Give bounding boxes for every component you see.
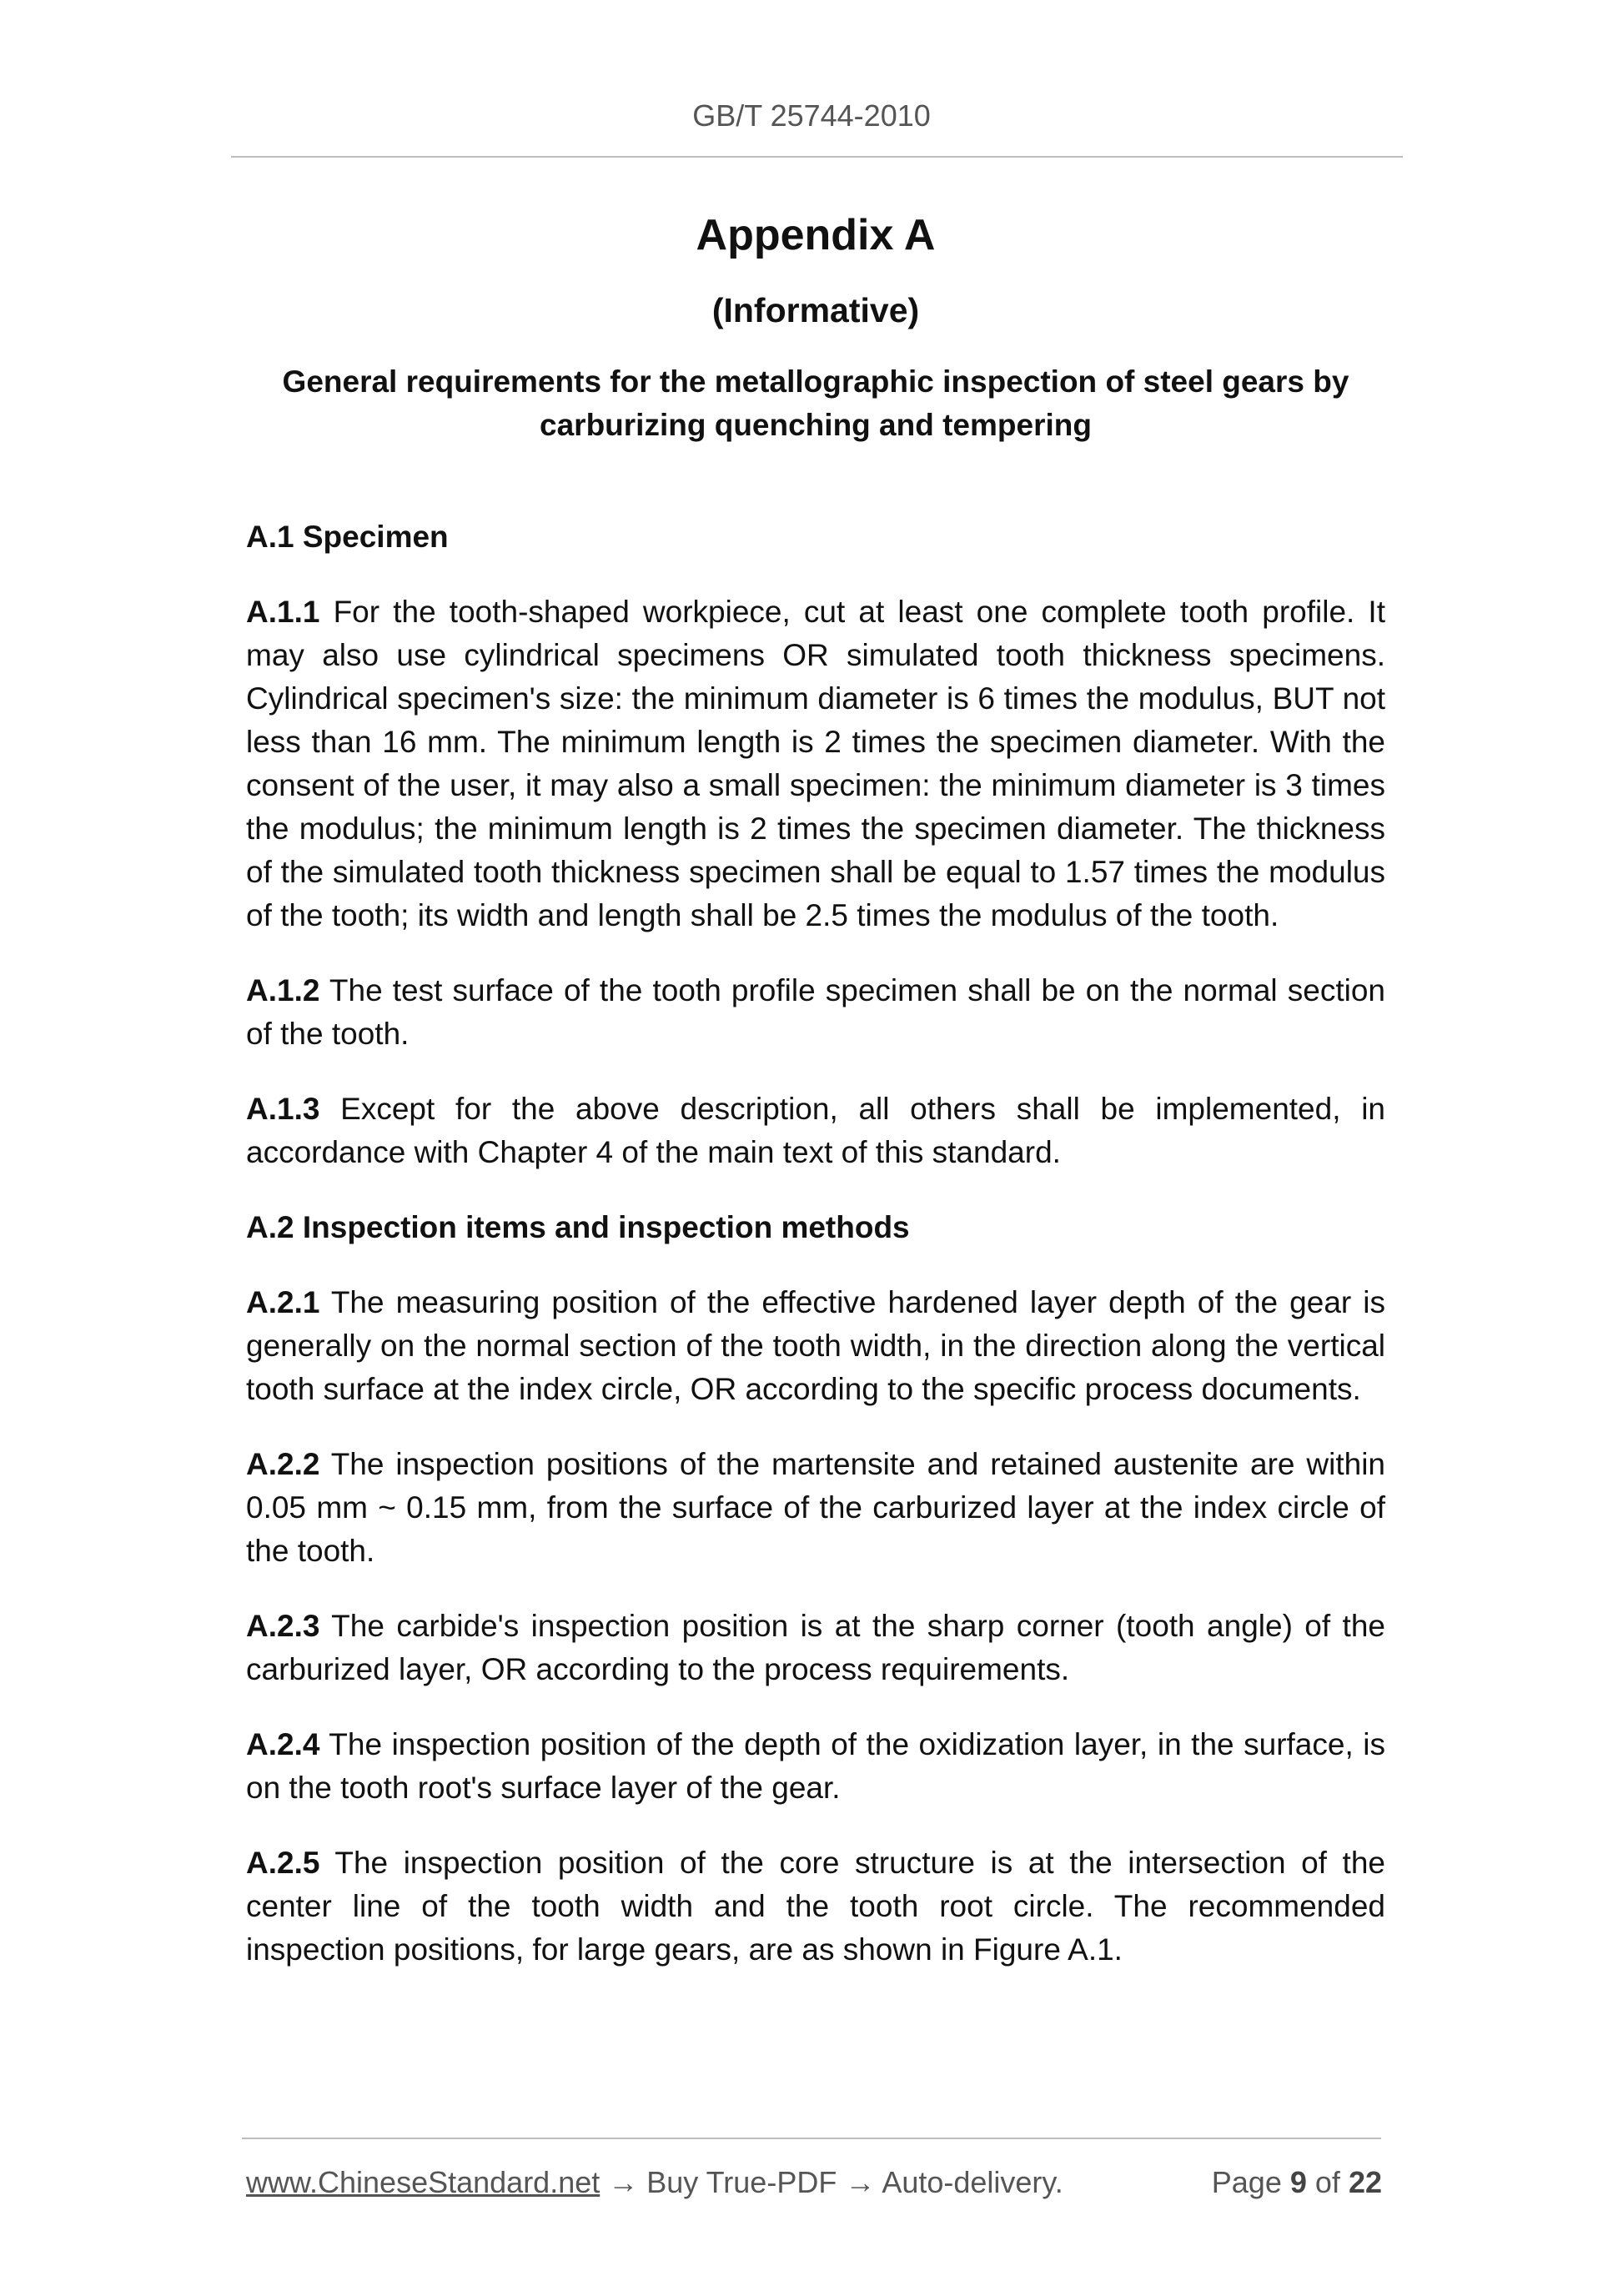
page-label: Page <box>1211 2165 1282 2199</box>
page-content <box>246 198 1385 1972</box>
clause-text: The measuring position of the effective hardened layer depth of the gear is generally on the normal section of the tooth width, in the direction along the vertical tooth surface at the index circle, OR according to the specific process documents. <box>246 1285 1385 1406</box>
clause-number: A.2.4 <box>246 1727 320 1761</box>
clause-number: A.2.1 <box>246 1285 320 1319</box>
clause-text: The inspection position of the core structure is at the intersection of the center line of the tooth width and the tooth root circle. The recommended inspection positions, for large gears, are as shown in Figure A.1. <box>246 1846 1385 1967</box>
clause-a1-1 <box>246 590 1385 937</box>
page-indicator <box>1212 2162 1382 2203</box>
clause-a2-4 <box>246 1723 1385 1810</box>
footer-tagline: → Buy True-PDF → Auto-delivery. <box>600 2165 1063 2199</box>
clause-text: Except for the above description, all others shall be implemented, in accordance with Chapter 4 of the main text of this standard. <box>246 1092 1386 1169</box>
clause-number: A.1.3 <box>246 1092 320 1126</box>
current-page-number: 9 <box>1289 2165 1307 2199</box>
footer-divider <box>242 2138 1381 2139</box>
clause-a2-2 <box>246 1443 1385 1573</box>
clause-number: A.2.5 <box>246 1846 320 1880</box>
document-code-header: GB/T 25744-2010 <box>692 98 931 133</box>
header-divider <box>231 156 1403 158</box>
total-page-count: 22 <box>1348 2165 1382 2199</box>
footer-promo <box>246 2162 1063 2203</box>
clause-text: For the tooth-shaped workpiece, cut at least one complete tooth profile. It may also use cylindrical specimens OR simulated tooth thickness specimens. Cylindrical specimen's size: the minimum diameter is 6 times the modulus, BUT not less than 16 mm. The minimum length is 2 times the specimen diameter. With the consent of the user, it may also a small specimen: the minimum diameter is 3 times the modulus; the minimum length is 2 times the specimen diameter. The thickness of the simulated tooth thickness specimen shall be equal to 1.57 times the modulus of the tooth; its width and length shall be 2.5 times the modulus of the tooth. <box>246 595 1385 932</box>
appendix-description: General requirements for the metallographic inspection of steel gears by carburizing quenching and tempering <box>282 364 1349 442</box>
clause-number: A.2.2 <box>246 1447 320 1481</box>
appendix-subtitle: (Informative) <box>711 291 920 329</box>
clause-text: The inspection position of the depth of the oxidization layer, in the surface, is on the tooth root's surface layer of the gear. <box>246 1727 1385 1805</box>
clause-a2-3 <box>246 1605 1385 1691</box>
clause-number: A.1.2 <box>246 973 320 1007</box>
clause-a1-2 <box>246 969 1385 1056</box>
website-link[interactable]: www.ChineseStandard.net <box>246 2165 600 2199</box>
clause-text: The test surface of the tooth profile specimen shall be on the normal section of the tooth. <box>246 973 1385 1051</box>
section-heading-a1: A.1 Specimen <box>246 520 449 554</box>
clause-text: The inspection positions of the martensite and retained austenite are within 0.05 mm ~ 0.15 mm, from the surface of the carburized layer at the index circle of the tooth. <box>246 1447 1385 1568</box>
clause-number: A.2.3 <box>246 1609 320 1643</box>
clause-a2-1 <box>246 1281 1385 1411</box>
page-of-label: of <box>1314 2165 1340 2199</box>
clause-text: The carbide's inspection position is at the sharp corner (tooth angle) of the carburized layer, OR according to the process requirements. <box>246 1609 1385 1686</box>
section-heading-a2: A.2 Inspection items and inspection methods <box>246 1210 910 1244</box>
clause-a1-3 <box>246 1088 1385 1174</box>
clause-number: A.1.1 <box>246 595 320 629</box>
clause-a2-5 <box>246 1841 1385 1972</box>
appendix-title: Appendix A <box>696 211 936 259</box>
